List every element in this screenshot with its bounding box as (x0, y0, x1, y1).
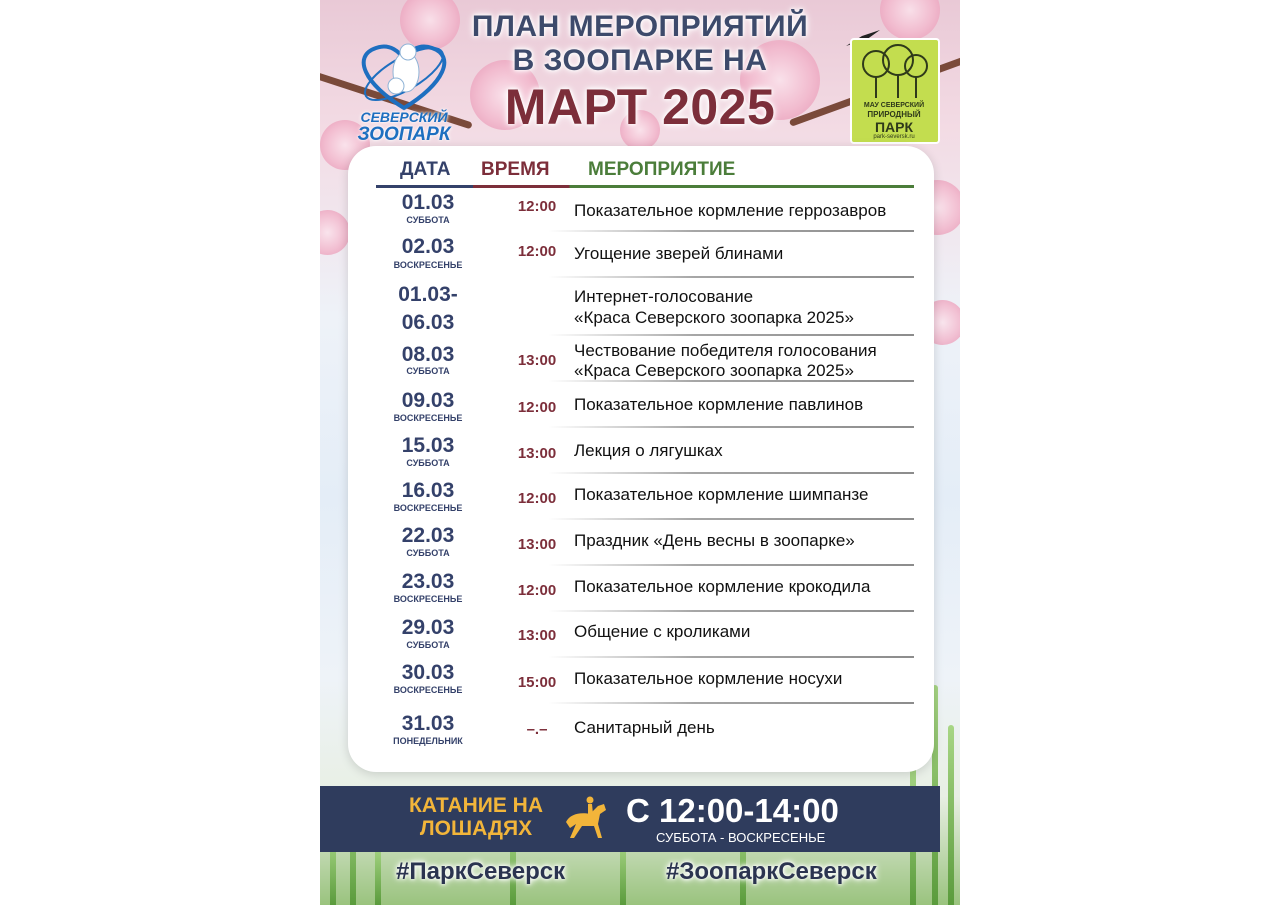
row-date: 30.03 (401, 661, 455, 684)
schedule-card (348, 146, 934, 772)
hashtag-park: #ПаркСеверск (396, 858, 566, 885)
park-logo-url: park-seversk.ru (873, 134, 915, 140)
table-row (368, 430, 914, 474)
table-row (368, 280, 914, 336)
row-weekday: СУББОТА (406, 548, 450, 558)
table-row (368, 234, 914, 278)
header-event: МЕРОПРИЯТИЕ (588, 159, 736, 180)
row-event: Показательное кормление геррозавров (574, 201, 887, 220)
row-weekday: ВОСКРЕСЕНЬЕ (393, 503, 463, 513)
row-date: 01.03 (401, 191, 455, 214)
row-divider (548, 426, 914, 428)
table-row (368, 476, 914, 520)
row-event: Общение с кроликами (574, 622, 751, 641)
row-time: 12:00 (517, 399, 557, 416)
row-time: 13:00 (517, 536, 557, 553)
row-date: 02.03 (401, 235, 455, 258)
horse-riding-line2: ЛОШАДЯХ (419, 817, 533, 840)
row-time: 12:00 (517, 243, 557, 260)
row-date: 31.03 (401, 712, 455, 735)
table-row (368, 660, 914, 704)
row-event: Показательное кормление носухи (574, 669, 843, 688)
row-event: Показательное кормление шимпанзе (574, 485, 869, 504)
row-weekday: ВОСКРЕСЕНЬЕ (393, 413, 463, 423)
row-event-line2: «Краса Северского зоопарка 2025» (574, 308, 854, 327)
zoo-logo-text (344, 108, 464, 144)
header-time: ВРЕМЯ (481, 159, 550, 180)
grass-decoration (375, 845, 381, 905)
row-time: 12:00 (517, 198, 557, 215)
row-event-line2: «Краса Северского зоопарка 2025» (574, 361, 854, 380)
header-date: ДАТА (400, 159, 451, 180)
horse-riding-title (406, 794, 546, 840)
row-divider (548, 334, 914, 336)
row-time: 15:00 (517, 674, 557, 691)
park-logo-line2: ПРИРОДНЫЙ (867, 110, 921, 119)
row-time: 13:00 (517, 352, 557, 369)
zoo-logo (344, 34, 464, 146)
row-date-end: 06.03 (401, 311, 455, 334)
table-row (368, 614, 914, 658)
row-weekday: СУББОТА (406, 458, 450, 468)
zoo-logo-line2: ЗООПАРК (357, 124, 451, 145)
header-rule (376, 185, 914, 188)
row-date: 09.03 (401, 389, 455, 412)
row-date: 16.03 (401, 479, 455, 502)
row-event: Чествование победителя голосования (574, 341, 877, 360)
row-event: Санитарный день (574, 718, 715, 737)
row-date: 15.03 (401, 434, 455, 457)
grass-decoration (948, 725, 954, 905)
row-event: Показательное кормление павлинов (574, 395, 864, 414)
row-weekday: ВОСКРЕСЕНЬЕ (393, 260, 463, 270)
poster (320, 0, 960, 905)
table-row (368, 338, 914, 382)
row-weekday: СУББОТА (406, 640, 450, 650)
park-logo-line3: ПАРК (874, 119, 914, 135)
row-date: 22.03 (401, 524, 455, 547)
row-event: Интернет-голосование (574, 287, 754, 306)
polar-bear-icon (344, 34, 464, 114)
row-weekday: СУББОТА (406, 366, 450, 376)
horse-riding-time: С 12:00-14:00 (626, 792, 839, 829)
row-time: 13:00 (517, 627, 557, 644)
park-logo (850, 24, 938, 142)
row-divider (548, 518, 914, 520)
row-time: 12:00 (517, 582, 557, 599)
row-date: 23.03 (401, 570, 455, 593)
table-row (368, 384, 914, 428)
row-weekday: ВОСКРЕСЕНЬЕ (393, 594, 463, 604)
row-weekday: ВОСКРЕСЕНЬЕ (393, 685, 463, 695)
horse-rider-icon (560, 794, 614, 844)
row-event: Лекция о лягушках (574, 441, 723, 460)
title-line1: ПЛАН МЕРОПРИЯТИЙ (471, 10, 809, 43)
row-divider (548, 276, 914, 278)
row-divider (548, 564, 914, 566)
row-divider (548, 380, 914, 382)
row-weekday: ПОНЕДЕЛЬНИК (393, 736, 463, 746)
row-event: Показательное кормление крокодила (574, 577, 871, 596)
hashtag-zoo: #ЗоопаркСеверск (666, 858, 877, 885)
row-divider (548, 230, 914, 232)
horse-riding-line1: КАТАНИЕ НА (408, 794, 544, 817)
zoo-logo-line1: СЕВЕРСКИЙ (360, 109, 448, 125)
row-event: Угощение зверей блинами (574, 244, 784, 263)
horse-riding-days: СУББОТА - ВОСКРЕСЕНЬЕ (656, 830, 826, 845)
row-divider (548, 656, 914, 658)
horse-riding-banner (320, 786, 940, 852)
table-row (368, 568, 914, 612)
row-time: 13:00 (517, 445, 557, 462)
title-line2: В ЗООПАРКЕ НА (512, 44, 768, 77)
trees-icon (852, 40, 938, 100)
row-divider (548, 472, 914, 474)
row-event: Праздник «День весны в зоопарке» (574, 531, 855, 550)
row-date: 08.03 (401, 343, 455, 366)
row-weekday: СУББОТА (406, 215, 450, 225)
row-time: –.– (526, 721, 548, 738)
table-row (368, 190, 914, 232)
blossom-decoration (320, 210, 350, 255)
table-row (368, 522, 914, 566)
table-row (368, 709, 914, 753)
row-time: 12:00 (517, 490, 557, 507)
title-line3: МАРТ 2025 (504, 79, 776, 135)
row-divider (548, 610, 914, 612)
row-divider (548, 702, 914, 704)
park-logo-line1: МАУ СЕВЕРСКИЙ (863, 102, 925, 109)
row-date: 01.03- (398, 283, 458, 306)
row-date: 29.03 (401, 616, 455, 639)
